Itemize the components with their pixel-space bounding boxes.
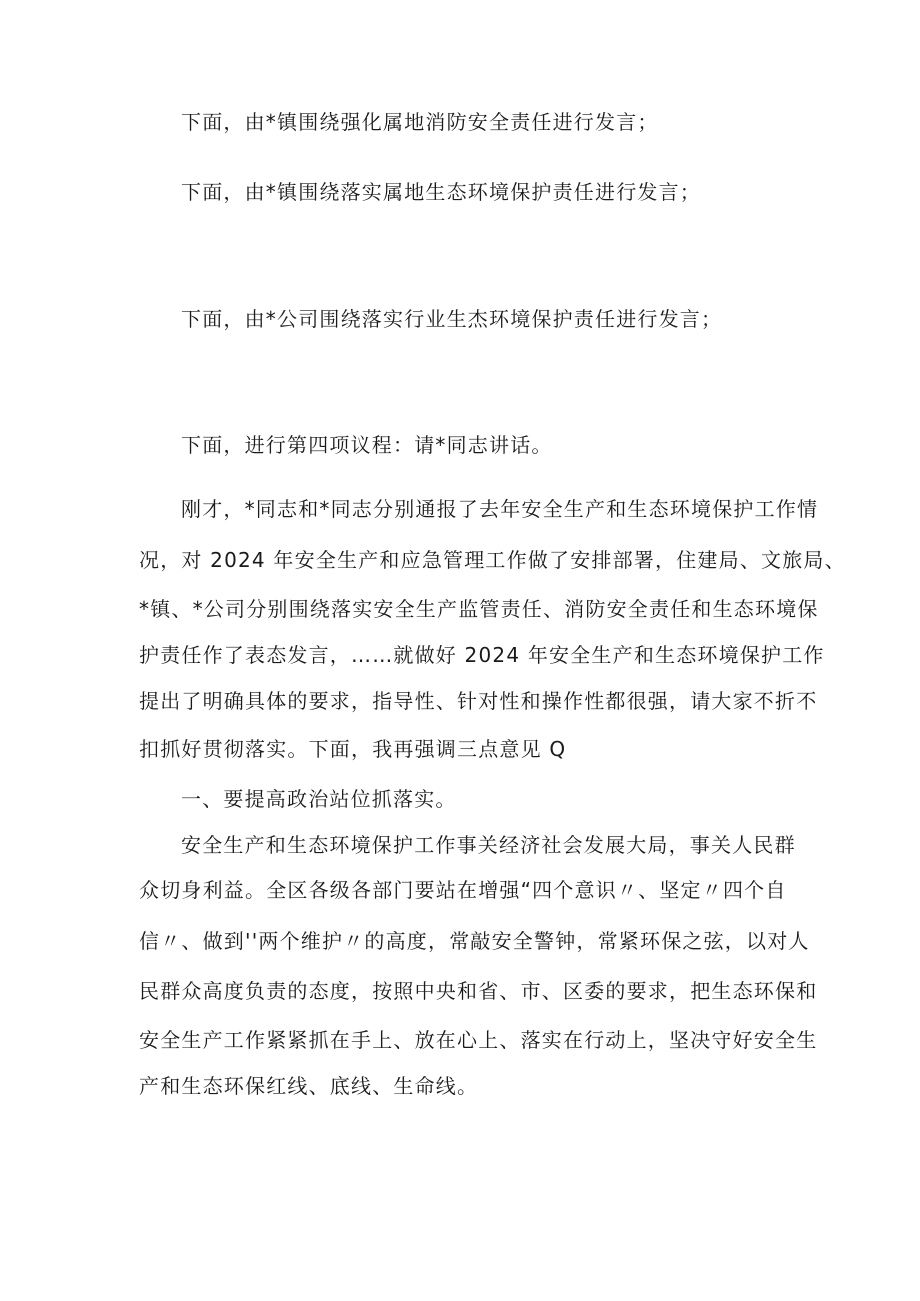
summary-line-2: 况，对 2024 年安全生产和应急管理工作做了安排部署，住建局、文旅局、 — [139, 548, 846, 572]
body-line-4: 民群众高度负责的态度，按照中央和省、市、区委的要求，把生态环保和 — [139, 979, 818, 1003]
summary-line-6: 扣抓好贯彻落实。下面，我再强调三点意见 Q — [139, 737, 567, 761]
summary-line-5: 提出了明确具体的要求，指导性、针对性和操作性都很强，请大家不折不 — [139, 689, 818, 713]
body-line-1: 安全生产和生态环境保护工作事关经济社会发展大局，事关人民群 — [181, 833, 796, 857]
body-line-6: 产和生态环保红线、底线、生命线。 — [139, 1074, 479, 1098]
summary-line-3: *镇、*公司分别围绕落实安全生产监管责任、消防安全责任和生态环境保 — [139, 597, 819, 621]
body-line-3: 信〃、做到''两个维护〃的高度，常敲安全警钟，常紧环保之弦，以对人 — [139, 929, 810, 953]
body-line-5: 安全生产工作紧紧抓在手上、放在心上、落实在行动上，坚决守好安全生 — [139, 1028, 818, 1052]
speech-line-2: 下面，由*镇围绕落实属地生态环境保护责任进行发言； — [181, 180, 701, 204]
section-heading: 一、要提高政治站位抓落实。 — [181, 787, 457, 811]
speech-line-3: 下面，由*公司围绕落实行业生杰环境保护责任进行发言； — [181, 307, 723, 331]
speech-line-4: 下面，进行第四项议程：请*同志讲话。 — [181, 433, 553, 457]
summary-line-1: 刚才，*同志和*同志分别通报了去年安全生产和生态环境保护工作情 — [181, 497, 819, 521]
speech-line-1: 下面，由*镇围绕强化属地消防安全责任进行发言； — [181, 110, 659, 134]
summary-line-4: 护责任作了表态发言，……就做好 2024 年安全生产和生态环境保护工作 — [139, 643, 825, 667]
body-line-2: 众切身利益。全区各级各部门要站在增强“四个意识〃、坚定〃四个自 — [139, 878, 787, 902]
